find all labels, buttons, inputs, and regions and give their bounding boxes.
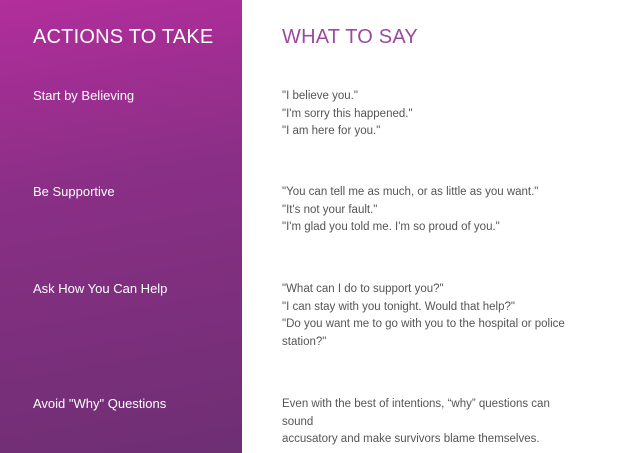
say-line: "Do you want me to go with you to the hospital or police <box>282 318 565 330</box>
say-block-4 <box>282 396 582 449</box>
action-label-4: Avoid "Why" Questions <box>33 396 167 411</box>
say-line: "It's not your fault." <box>282 203 378 216</box>
say-line: "You can tell me as much, or as little as you want." <box>282 186 539 198</box>
action-label-1: Start by Believing <box>33 88 135 103</box>
say-line: accusatory and make survivors blame themselves. <box>282 433 540 445</box>
say-block-3 <box>282 281 582 351</box>
action-label-2: Be Supportive <box>33 184 115 199</box>
say-line: "I can stay with you tonight. Would that help?" <box>282 300 515 313</box>
say-column <box>242 0 622 453</box>
say-line: station?" <box>282 335 327 348</box>
say-block-2 <box>282 184 582 237</box>
say-line: "I'm sorry this happened." <box>282 107 413 120</box>
say-line: "I believe you." <box>282 90 358 102</box>
say-line: "I am here for you." <box>282 125 381 137</box>
say-line: "I'm glad you told me. I'm so proud of you." <box>282 221 500 233</box>
say-line: "What can I do to support you?" <box>282 283 444 295</box>
actions-column <box>0 0 242 453</box>
actions-heading: ACTIONS TO TAKE <box>33 26 214 48</box>
action-label-3: Ask How You Can Help <box>33 281 168 296</box>
say-line: Even with the best of intentions, “why” questions can sound <box>282 398 550 428</box>
say-block-1 <box>282 88 582 141</box>
say-heading: WHAT TO SAY <box>282 26 418 48</box>
